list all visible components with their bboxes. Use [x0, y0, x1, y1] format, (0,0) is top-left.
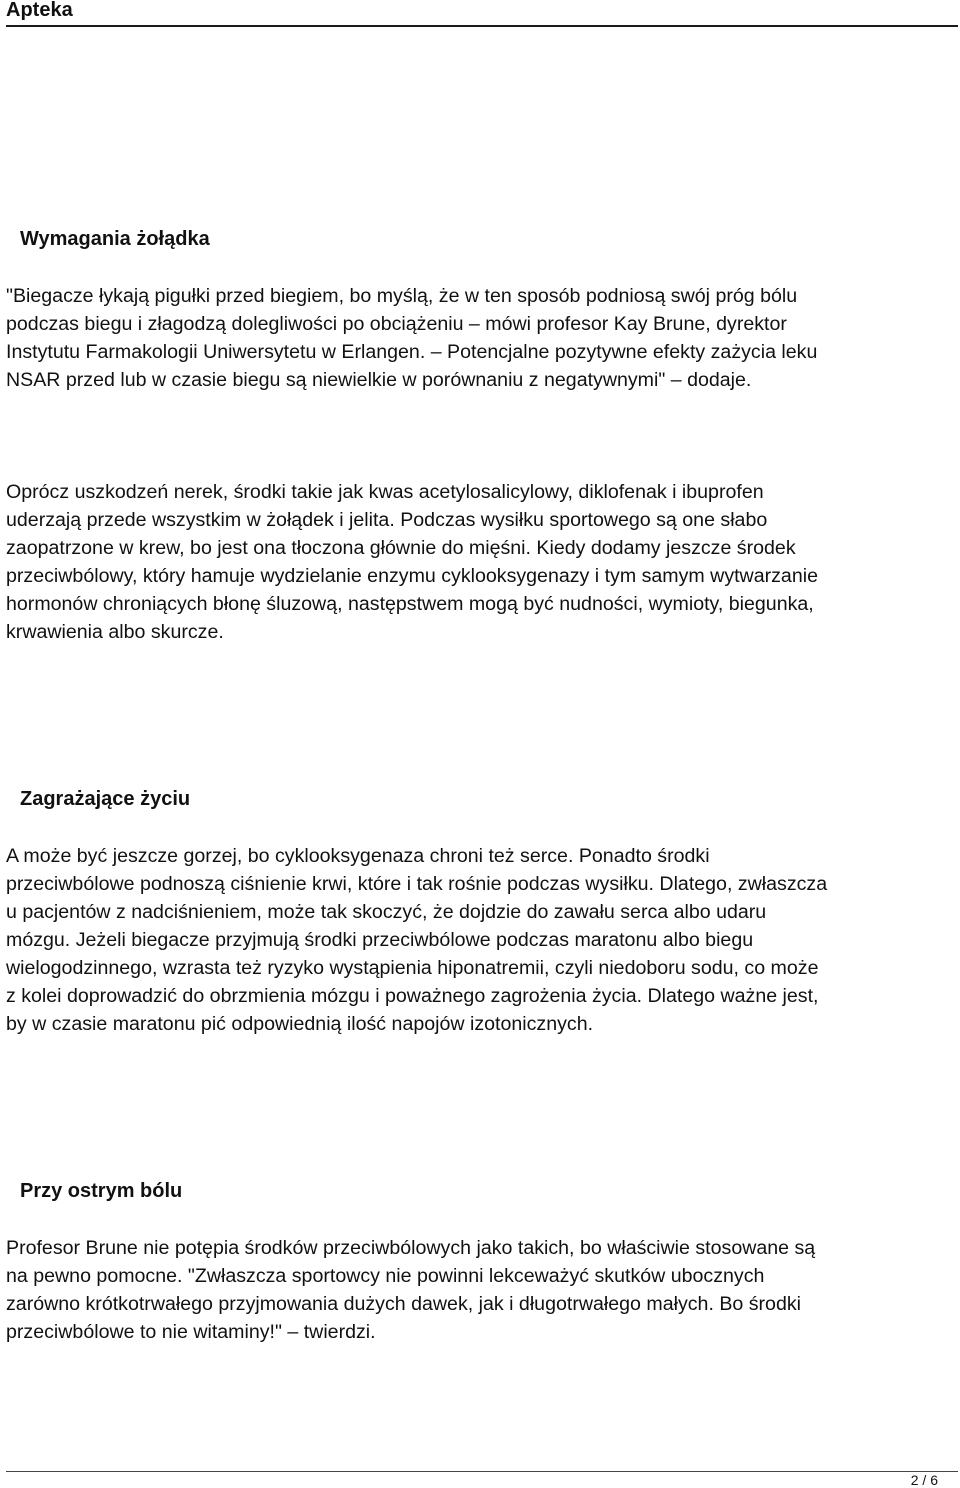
paragraph-runners-pills — [6, 282, 817, 394]
paragraph-line: mózgu. Jeżeli biegacze przyjmują środki przeciwbólowe podczas maratonu albo biegu — [6, 929, 754, 951]
paragraph-line: przeciwbólowy, który hamuje wydzielanie enzymu cyklooksygenazy i tym samym wytwarzanie — [6, 565, 818, 587]
section-heading-stomach: Wymagania żołądka — [20, 228, 210, 250]
paragraph-line: wielogodzinnego, wzrasta też ryzyko wystąpienia hiponatremii, czyli niedoboru sodu, co może — [6, 957, 819, 979]
paragraph-line: Profesor Brune nie potępia środków przeciwbólowych jako takich, bo właściwie stosowane są — [6, 1237, 816, 1259]
section-heading-acute-pain: Przy ostrym bólu — [20, 1180, 183, 1202]
paragraph-line: z kolei doprowadzić do obrzmienia mózgu i poważnego zagrożenia życia. Dlatego ważne jest, — [6, 985, 819, 1007]
paragraph-line: krwawienia albo skurcze. — [6, 621, 224, 643]
paragraph-line: NSAR przed lub w czasie biegu są niewielkie w porównaniu z negatywnymi" – dodaje. — [6, 369, 752, 391]
paragraph-line: zaopatrzone w krew, bo jest ona tłoczona głównie do mięśni. Kiedy dodamy jeszcze środek — [6, 537, 796, 559]
paragraph-line: przeciwbólowe to nie witaminy!" – twierdzi. — [6, 1321, 376, 1343]
paragraph-line: Oprócz uszkodzeń nerek, środki takie jak kwas acetylosalicylowy, diklofenak i ibuprofen — [6, 481, 764, 503]
paragraph-line: przeciwbólowe podnoszą ciśnienie krwi, które i tak rośnie podczas wysiłku. Dlatego, zwłaszcza — [6, 873, 828, 895]
paragraph-line: A może być jeszcze gorzej, bo cyklooksygenaza chroni też serce. Ponadto środki — [6, 845, 710, 867]
paragraph-professor-brune — [6, 1234, 815, 1346]
paragraph-heart-risk — [6, 842, 827, 1038]
paragraph-stomach-damage — [6, 478, 818, 646]
paragraph-line: uderzają przede wszystkim w żołądek i jelita. Podczas wysiłku sportowego są one słabo — [6, 509, 768, 531]
paragraph-line: na pewno pomocne. "Zwłaszcza sportowcy nie powinni lekceważyć skutków ubocznych — [6, 1265, 765, 1287]
paragraph-line: podczas biegu i złagodzą dolegliwości po obciążeniu – mówi profesor Kay Brune, dyrektor — [6, 313, 787, 335]
section-heading-life-threatening: Zagrażające życiu — [20, 788, 191, 810]
paragraph-line: u pacjentów z nadciśnieniem, może tak skoczyć, że dojdzie do zawału serca albo udaru — [6, 901, 767, 923]
paragraph-line: Instytutu Farmakologii Uniwersytetu w Erlangen. – Potencjalne pozytywne efekty zażycia leku — [6, 341, 818, 363]
paragraph-line: zarówno krótkotrwałego przyjmowania dużych dawek, jak i długotrwałego małych. Bo środki — [6, 1293, 802, 1315]
header-divider — [6, 25, 958, 27]
paragraph-line: hormonów chroniących błonę śluzową, następstwem mogą być nudności, wymioty, biegunka, — [6, 593, 814, 615]
paragraph-line: "Biegacze łykają pigułki przed biegiem, bo myślą, że w ten sposób podniosą swój próg bólu — [6, 285, 798, 307]
page-number: 2 / 6 — [910, 1472, 938, 1488]
document-title: Apteka — [6, 0, 73, 21]
footer-divider — [6, 1471, 958, 1472]
paragraph-line: by w czasie maratonu pić odpowiednią ilość napojów izotonicznych. — [6, 1013, 594, 1035]
